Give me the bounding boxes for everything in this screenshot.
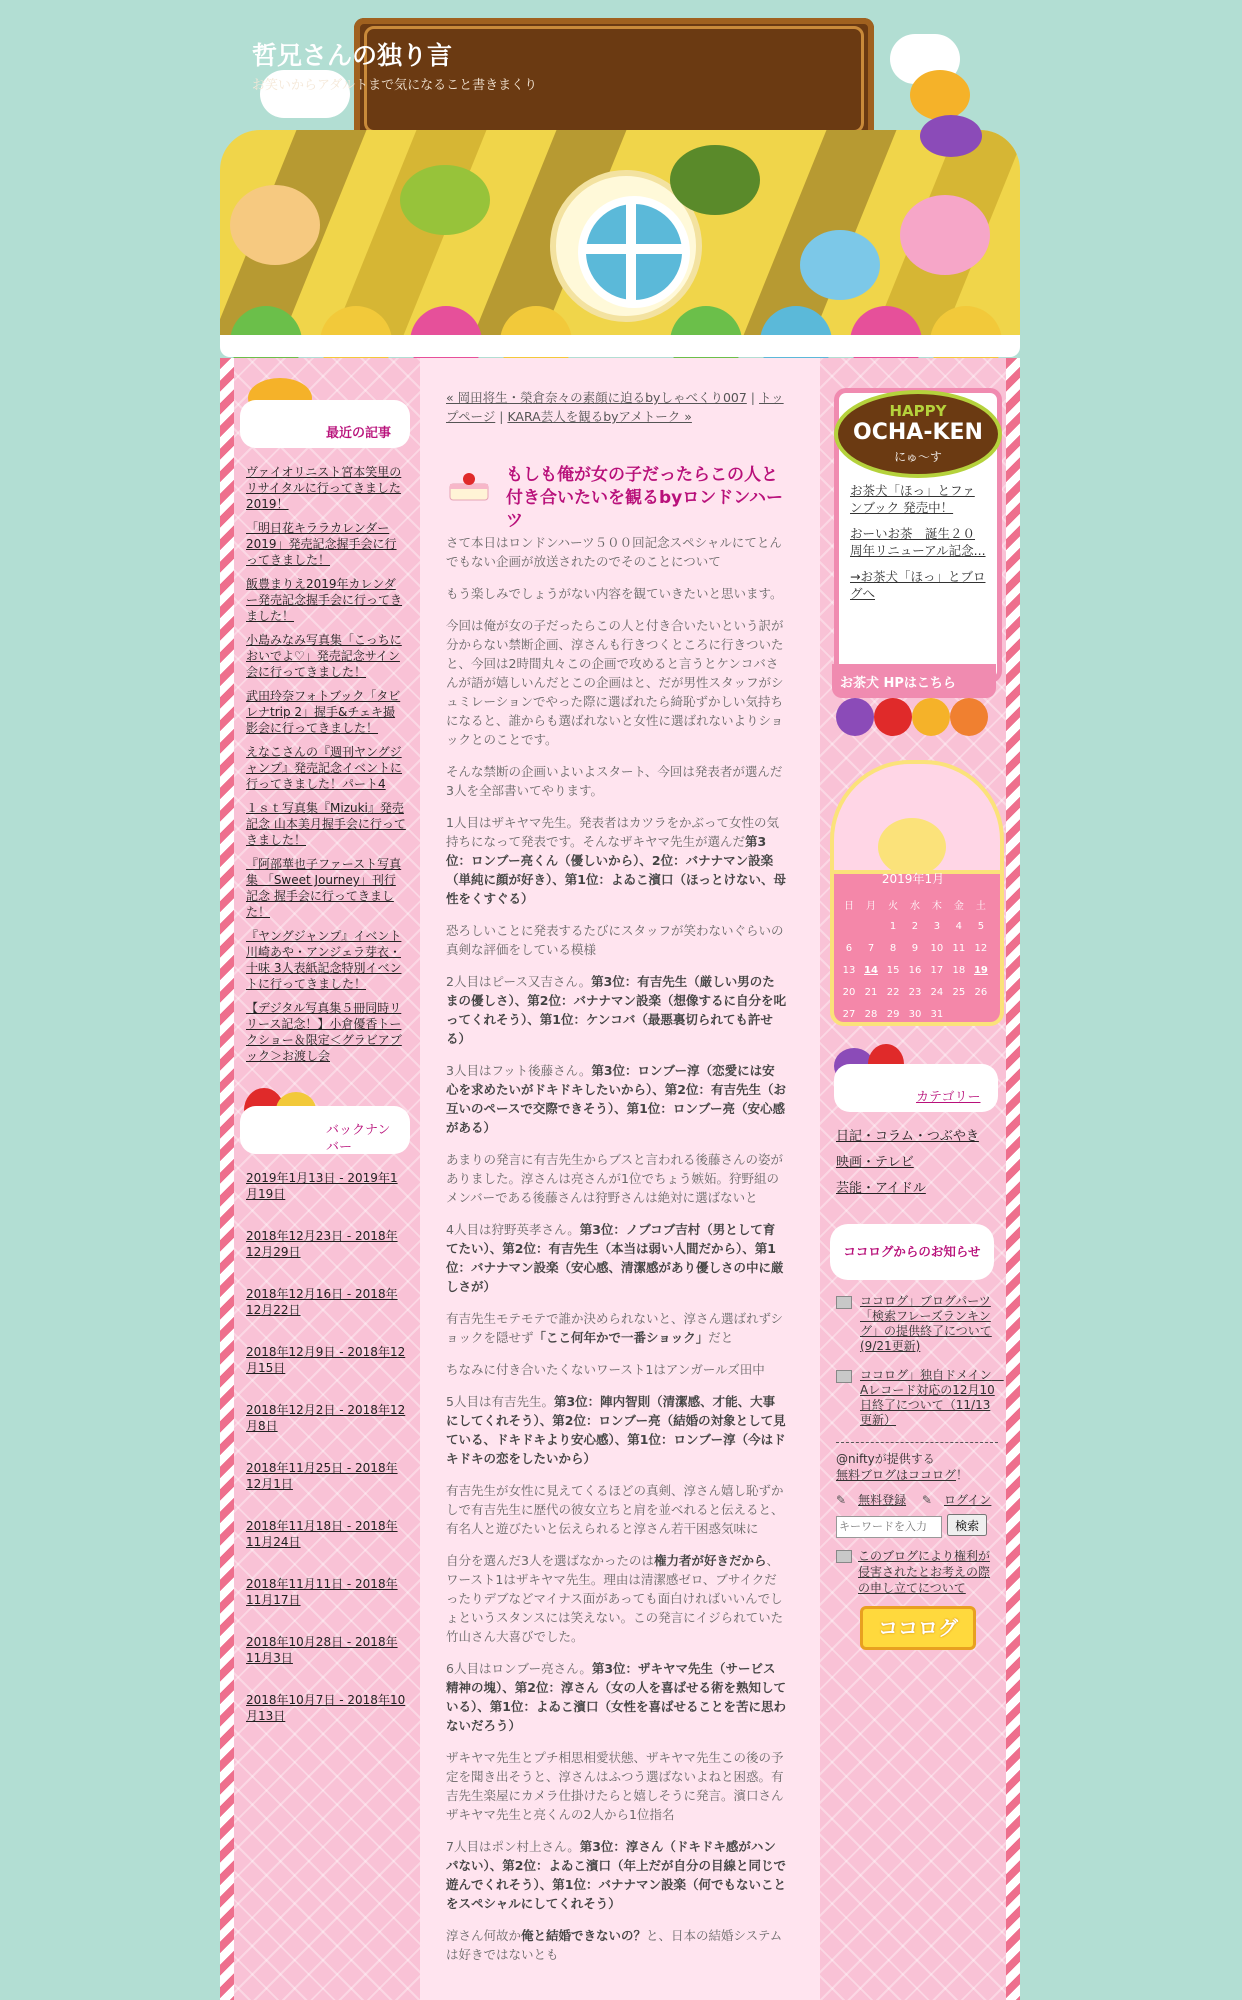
account-links bbox=[836, 1491, 1000, 1508]
list-item bbox=[246, 1228, 406, 1260]
post-navigation bbox=[446, 388, 786, 426]
category-header bbox=[830, 1044, 1000, 1114]
search-input[interactable] bbox=[836, 1516, 942, 1538]
archive-link[interactable]: 2019年1月13日 - 2019年1月19日 bbox=[246, 1171, 398, 1201]
post-paragraph: 淳さん何故か俺と結婚できないの？と、日本の結婚システムは好きではないとも bbox=[446, 1928, 783, 1962]
candy-stripe-border bbox=[220, 358, 234, 2000]
calendar-day: 10 bbox=[930, 942, 944, 954]
calendar-month: 2019年1月 bbox=[881, 872, 945, 886]
news-item bbox=[836, 1368, 1004, 1428]
calendar-day: 29 bbox=[886, 1008, 900, 1020]
logo-text: にゅ〜す bbox=[894, 450, 942, 464]
list-item bbox=[246, 1344, 406, 1376]
calendar-day: 7 bbox=[867, 942, 875, 954]
list-item bbox=[246, 1460, 406, 1492]
nifty-line: @niftyが提供する bbox=[836, 1452, 935, 1466]
dog-characters-illustration bbox=[836, 698, 996, 738]
list-item bbox=[246, 1576, 406, 1608]
calendar-day: 16 bbox=[908, 964, 922, 976]
archive-link[interactable]: 2018年11月18日 - 2018年11月24日 bbox=[246, 1519, 398, 1549]
post-paragraph: 1人目はザキヤマ先生。発表者はカツラをかぶって女性の気持ちになって発表です。そんなザキヤマ先生が選んだ第3位：ロンブー亮くん（優しいから）、2位：バナナマン設楽（単純に顔が好き）、第1位：よゐこ濱口（ほっとけない、母性をくすぐる） bbox=[446, 815, 786, 906]
dog-character-illustration bbox=[230, 185, 320, 265]
archive-header bbox=[240, 1084, 410, 1156]
news-link[interactable]: ココログ」独自ドメイン Aレコード対応の12月10日終了について（11/13更新） bbox=[860, 1368, 1004, 1427]
post-header bbox=[446, 464, 786, 533]
archive-link[interactable]: 2018年11月11日 - 2018年11月17日 bbox=[246, 1577, 398, 1607]
list-item bbox=[246, 688, 406, 736]
notice-title: ココログからのお知らせ bbox=[830, 1224, 994, 1280]
logo-text: OCHA-KEN bbox=[853, 420, 983, 445]
post-paragraph: そんな禁断の企画いよいよスタート、今回は発表者が選んだ3人を全部書いてやります。 bbox=[446, 764, 783, 798]
candy-illustration bbox=[910, 70, 970, 120]
recent-post-link[interactable]: 『ヤングジャンプ』イベント 川崎あや・アンジェラ芽衣・十味 3人表紙記念特別イベントに行ってきました！ bbox=[246, 929, 402, 991]
recent-post-link[interactable]: １ｓｔ写真集『Mizuki』発売記念 山本美月握手会に行ってきました！ bbox=[246, 801, 406, 847]
weekday: 日 bbox=[843, 900, 854, 912]
cocolog-logo[interactable]: ココログ bbox=[860, 1606, 976, 1650]
list-item bbox=[246, 464, 406, 512]
post-paragraph: 2人目はピース又吉さん。第3位：有吉先生（厳しい男のたまの優しさ）、第2位：バナナマン設楽（想像するに自分を叱ってくれそう）、第1位：ケンコバ（最悪裏切られても許せる） bbox=[446, 974, 786, 1046]
calendar-day bbox=[860, 915, 882, 937]
archive-link[interactable]: 2018年12月23日 - 2018年12月29日 bbox=[246, 1229, 398, 1259]
calendar-day: 26 bbox=[974, 986, 988, 998]
calendar-table bbox=[838, 893, 992, 1025]
calendar-day: 24 bbox=[930, 986, 944, 998]
search-button[interactable]: 検索 bbox=[947, 1514, 987, 1536]
rights-link[interactable]: このブログにより権利が侵害されたとお考えの際の申し立てについて bbox=[858, 1549, 991, 1595]
candy-illustration bbox=[920, 115, 982, 157]
ocha-ken-links bbox=[850, 482, 986, 611]
recent-post-link[interactable]: 武田玲奈フォトブック「タビレナtrip 2」握手&チェキ撮影会に行ってきました！ bbox=[246, 689, 401, 735]
cocolog-notice-header bbox=[830, 1224, 996, 1280]
calendar-day: 8 bbox=[889, 942, 897, 954]
archive-link[interactable]: 2018年12月2日 - 2018年12月8日 bbox=[246, 1403, 406, 1433]
archive-link[interactable]: 2018年12月9日 - 2018年12月15日 bbox=[246, 1345, 406, 1375]
ocha-ken-link[interactable]: お茶犬「ほっ」とファンブック 発売中！ bbox=[850, 483, 975, 515]
previous-post-link[interactable]: « 岡田将生・榮倉奈々の素顔に迫るbyしゃべくり007 bbox=[446, 390, 747, 405]
post-paragraph: ザキヤマ先生とプチ相思相愛状態、ザキヤマ先生この後の予定を聞き出そうと、淳さんはふつう選ばないよねと困惑。有吉先生楽屋にカメラ仕掛けたらと嬉しそうに発言。濱口さんザキヤマ先生と亮くんの2人から1位指名 bbox=[446, 1750, 784, 1822]
calendar-day: 6 bbox=[845, 942, 853, 954]
calendar-day: 15 bbox=[886, 964, 900, 976]
list-item bbox=[246, 856, 406, 920]
rights-notice bbox=[836, 1548, 1000, 1596]
calendar-day: 28 bbox=[864, 1008, 878, 1020]
calendar-day: 9 bbox=[911, 942, 919, 954]
divider bbox=[836, 1442, 998, 1443]
ocha-ken-link[interactable]: おーいお茶 誕生２０周年リニューアル記念... bbox=[850, 526, 986, 558]
calendar-day: 20 bbox=[842, 986, 856, 998]
post-paragraph: 自分を選んだ3人を選ばなかったのは権力者が好きだから、ワースト1はザキヤマ先生。理由は清潔感ゼロ、ブサイクだったりデブなどマイナス面があっても面白ければいいんでしょというスタンスには笑えない。この発言にイジられていた竹山さん大喜びでした。 bbox=[446, 1553, 784, 1644]
recent-post-link[interactable]: えなこさんの『週刊ヤングジャンプ』発売記念イベントに行ってきました！パート4 bbox=[246, 745, 403, 791]
post-paragraph: 6人目はロンブー亮さん。第3位：ザキヤマ先生（サービス精神の塊）、第2位：淳さん（女の人を喜ばせる術を熟知している）、第1位：よゐこ濱口（女性を喜ばせることを苦に思わないだろう） bbox=[446, 1661, 786, 1733]
nav-separator: | bbox=[495, 409, 508, 424]
recent-post-link[interactable]: 『阿部華也子ファースト写真集 「Sweet Journey」刊行記念 握手会に行ってきました！ bbox=[246, 857, 402, 919]
news-item bbox=[836, 1294, 1000, 1354]
category-title[interactable]: カテゴリー bbox=[916, 1090, 981, 1105]
recent-posts-title: 最近の記事 bbox=[326, 426, 392, 441]
calendar-day: 17 bbox=[930, 964, 944, 976]
article-icon bbox=[836, 1550, 852, 1563]
nifty-credit bbox=[836, 1451, 1000, 1483]
news-list bbox=[836, 1294, 1004, 1428]
ocha-ken-link[interactable]: →お茶犬「ほっ」とブログへ bbox=[850, 569, 986, 601]
register-link[interactable]: 無料登録 bbox=[858, 1493, 907, 1507]
dog-character-illustration bbox=[800, 230, 880, 300]
archive-list bbox=[246, 1170, 406, 1724]
post-paragraph: 3人目はフット後藤さん。第3位：ロンブー淳（恋愛には安心を求めたいがドキドキしたいから）、第2位：有吉先生（お互いのペースで交際できそう）、第1位：ロンブー亮（安心感がある） bbox=[446, 1063, 786, 1135]
calendar-day: 25 bbox=[952, 986, 966, 998]
right-sidebar bbox=[830, 378, 1004, 1650]
news-link[interactable]: ココログ」ブログパーツ「検索フレーズランキング」の提供終了について(9/21更新) bbox=[860, 1294, 992, 1353]
dog-character-illustration bbox=[900, 195, 990, 275]
logo-text: HAPPY bbox=[889, 402, 947, 420]
calendar-day: 3 bbox=[933, 920, 941, 932]
post-paragraph: 4人目は狩野英孝さん。第3位：ノブコブ吉村（男として育てたい）、第2位：有吉先生（本当は弱い人間だから）、第1位：バナナマン設楽（安心感、清潔感があり優しさの中に厳しさが） bbox=[446, 1222, 784, 1294]
calendar-day-linked[interactable]: 19 bbox=[973, 964, 988, 976]
blog-subtitle: お笑いからアダルトまで気になること書きまくり bbox=[252, 78, 538, 93]
post-paragraph: ちなみに付き合いたくないワースト1はアンガールズ田中 bbox=[446, 1362, 765, 1377]
calendar-day: 23 bbox=[908, 986, 922, 998]
archive-link[interactable]: 2018年10月28日 - 2018年11月3日 bbox=[246, 1635, 398, 1665]
banana-dog-illustration bbox=[878, 818, 946, 876]
recent-post-link[interactable]: 【デジタル写真集５冊同時リリース記念！】小倉優香トークショー＆限定＜グラビアブック＞お渡し会 bbox=[246, 1001, 402, 1063]
list-item bbox=[246, 928, 406, 992]
recent-posts-list bbox=[246, 464, 406, 1064]
list-item bbox=[246, 1000, 406, 1064]
punct: ！ bbox=[956, 1468, 969, 1482]
candy-stripe-border bbox=[1006, 358, 1020, 2000]
post-paragraph: あまりの発言に有吉先生からブスと言われる後藤さんの姿がありました。淳さんは亮さんが1位でちょう嫉妬。狩野組のメンバーである後藤さんは狩野さんは絶対に選ばないと bbox=[446, 1152, 784, 1205]
post-body bbox=[446, 533, 786, 1964]
archive-title[interactable]: バックナンバー bbox=[326, 1123, 391, 1155]
weekday: 火 bbox=[888, 900, 899, 912]
archive-link[interactable]: 2018年10月7日 - 2018年10月13日 bbox=[246, 1693, 406, 1723]
round-window bbox=[578, 196, 690, 308]
calendar-day: 31 bbox=[930, 1008, 944, 1020]
calendar-day: 21 bbox=[864, 986, 878, 998]
recent-post-link[interactable]: 「明日花キララカレンダー2019」発売記念握手会に行ってきました！ bbox=[246, 521, 397, 567]
list-item bbox=[246, 800, 406, 848]
recent-post-link[interactable]: ヴァイオリニスト宮本笑里のリサイタルに行ってきました2019！ bbox=[246, 465, 402, 511]
calendar-day bbox=[970, 1003, 992, 1025]
list-item bbox=[246, 1402, 406, 1434]
calendar-day: 4 bbox=[955, 920, 963, 932]
list-item bbox=[246, 1518, 406, 1550]
weekday: 月 bbox=[866, 900, 877, 912]
calendar-day: 18 bbox=[952, 964, 966, 976]
list-item bbox=[246, 1170, 406, 1202]
cocolog-link[interactable]: 無料ブログはココログ bbox=[836, 1468, 957, 1482]
category-link[interactable]: 芸能・アイドル bbox=[836, 1181, 926, 1196]
login-link[interactable]: ログイン bbox=[943, 1493, 992, 1507]
post-paragraph: 有吉先生モテモテで誰か決められないと、淳さん選ばれずショックを隠せず「ここ何年かで一番ショック」だと bbox=[446, 1311, 784, 1345]
calendar-day: 11 bbox=[952, 942, 966, 954]
calendar-day: 27 bbox=[842, 1008, 856, 1020]
list-item bbox=[246, 1634, 406, 1666]
calendar-day: 12 bbox=[974, 942, 988, 954]
post-title: もしも俺が女の子だったらこの人と付き合いたいを観るbyロンドンハーツ bbox=[506, 465, 784, 531]
weekday: 木 bbox=[931, 900, 942, 912]
icing-border bbox=[220, 335, 1020, 357]
category-link[interactable]: 映画・テレビ bbox=[836, 1155, 914, 1170]
left-sidebar bbox=[240, 378, 410, 1750]
ocha-ken-logo[interactable] bbox=[834, 390, 1002, 478]
weekday: 水 bbox=[909, 900, 920, 912]
recent-posts-header bbox=[240, 378, 410, 450]
post-paragraph: さて本日はロンドンハーツ５００回記念スペシャルにてとんでもない企画が放送されたのでそのことについて bbox=[446, 535, 782, 569]
list-item bbox=[246, 520, 406, 568]
category-list bbox=[836, 1124, 1000, 1202]
post-paragraph: 恐ろしいことに発表するたびにスタッフが笑わないぐらいの真剣な評価をしている模様 bbox=[446, 923, 784, 957]
weekday: 土 bbox=[975, 900, 986, 912]
list-item bbox=[246, 1286, 406, 1318]
main-column bbox=[420, 358, 820, 2000]
cake-icon bbox=[446, 470, 492, 504]
post-paragraph: 5人目は有吉先生。第3位：陣内智則（清潔感、才能、大事にしてくれそう）、第2位：ロンブー亮（結婚の対象として見ている、ドキドキより安心感）、第1位：ロンブー淳（今はドキドキの恋をしたいから） bbox=[446, 1394, 786, 1466]
weekday: 金 bbox=[953, 900, 964, 912]
calendar-day: 30 bbox=[908, 1008, 922, 1020]
blog-title[interactable]: 哲兄さんの独り言 bbox=[252, 41, 453, 70]
post-paragraph: もう楽しみでしょうがない内容を観ていきたいと思います。 bbox=[446, 586, 783, 601]
ocha-ken-hp-link[interactable] bbox=[832, 664, 996, 698]
calendar-day bbox=[838, 915, 860, 937]
calendar-day: 2 bbox=[911, 920, 919, 932]
nav-separator: | bbox=[746, 390, 759, 405]
top-page-link[interactable]: トップページ bbox=[446, 390, 784, 424]
post-paragraph: 7人目はポン村上さん。第3位：淳さん（ドキドキ感がハンパない）、第2位：よゐこ濱口（年上だが自分の目線と同じで遊んでくれそう）、第1位：バナナマン設楽（何でもないことをスペシャルにしてくれそう） bbox=[446, 1839, 786, 1911]
list-item bbox=[246, 632, 406, 680]
archive-link[interactable]: 2018年11月25日 - 2018年12月1日 bbox=[246, 1461, 398, 1491]
archive-link[interactable]: 2018年12月16日 - 2018年12月22日 bbox=[246, 1287, 398, 1317]
ocha-ken-hp-label: お茶犬 HPはこちら bbox=[840, 676, 956, 691]
list-item bbox=[246, 1692, 406, 1724]
post-paragraph: 有吉先生が女性に見えてくるほどの真剣、淳さん嬉し恥ずかしで有吉先生に歴代の彼女立ちと肩を並べれると伝えると、有名人と遊びたいと伝えられると淳さん若干困惑気味に bbox=[446, 1483, 784, 1536]
calendar-day bbox=[948, 1003, 970, 1025]
calendar-day: 5 bbox=[977, 920, 985, 932]
recent-post-link[interactable]: 飯豊まりえ2019年カレンダー発売記念握手会に行ってきました！ bbox=[246, 577, 403, 623]
content-area bbox=[220, 358, 1020, 2000]
next-post-link[interactable]: KARA芸人を観るbyアメトーク » bbox=[507, 409, 692, 424]
calendar-day: 22 bbox=[886, 986, 900, 998]
category-link[interactable]: 日記・コラム・つぶやき bbox=[836, 1129, 979, 1144]
list-item bbox=[246, 744, 406, 792]
calendar-day: 13 bbox=[842, 964, 856, 976]
calendar-day: 1 bbox=[889, 920, 897, 932]
calendar-day-linked[interactable]: 14 bbox=[864, 964, 878, 976]
search-form bbox=[836, 1514, 1000, 1538]
dog-character-illustration bbox=[670, 145, 760, 215]
post-paragraph: 今回は俺が女の子だったらこの人と付き合いたいという訳が分からない禁断企画、淳さんも行きつくところに行きついたと、今回は2時間丸々この企画で攻めると言うとケンコバさんが語が嬉しいんだとこの企画はと、だが男性スタッフがシュミレーションでやった際に選ばれたら綺恥ずかしい気持ちになると、誰からも選ばれないと女性に選ばれないよりショックとのことです。 bbox=[446, 618, 784, 747]
calendar-widget bbox=[830, 760, 996, 1020]
login-icon: ✎ bbox=[921, 1493, 932, 1507]
ocha-ken-banner[interactable] bbox=[830, 378, 996, 736]
article-icon bbox=[836, 1370, 852, 1383]
dog-character-illustration bbox=[400, 165, 490, 235]
recent-post-link[interactable]: 小島みなみ写真集「こっちにおいでよ♡」発売記念サイン会に行ってきました！ bbox=[246, 633, 402, 679]
article-icon bbox=[836, 1296, 852, 1309]
list-item bbox=[246, 576, 406, 624]
register-icon: ✎ bbox=[836, 1493, 847, 1507]
